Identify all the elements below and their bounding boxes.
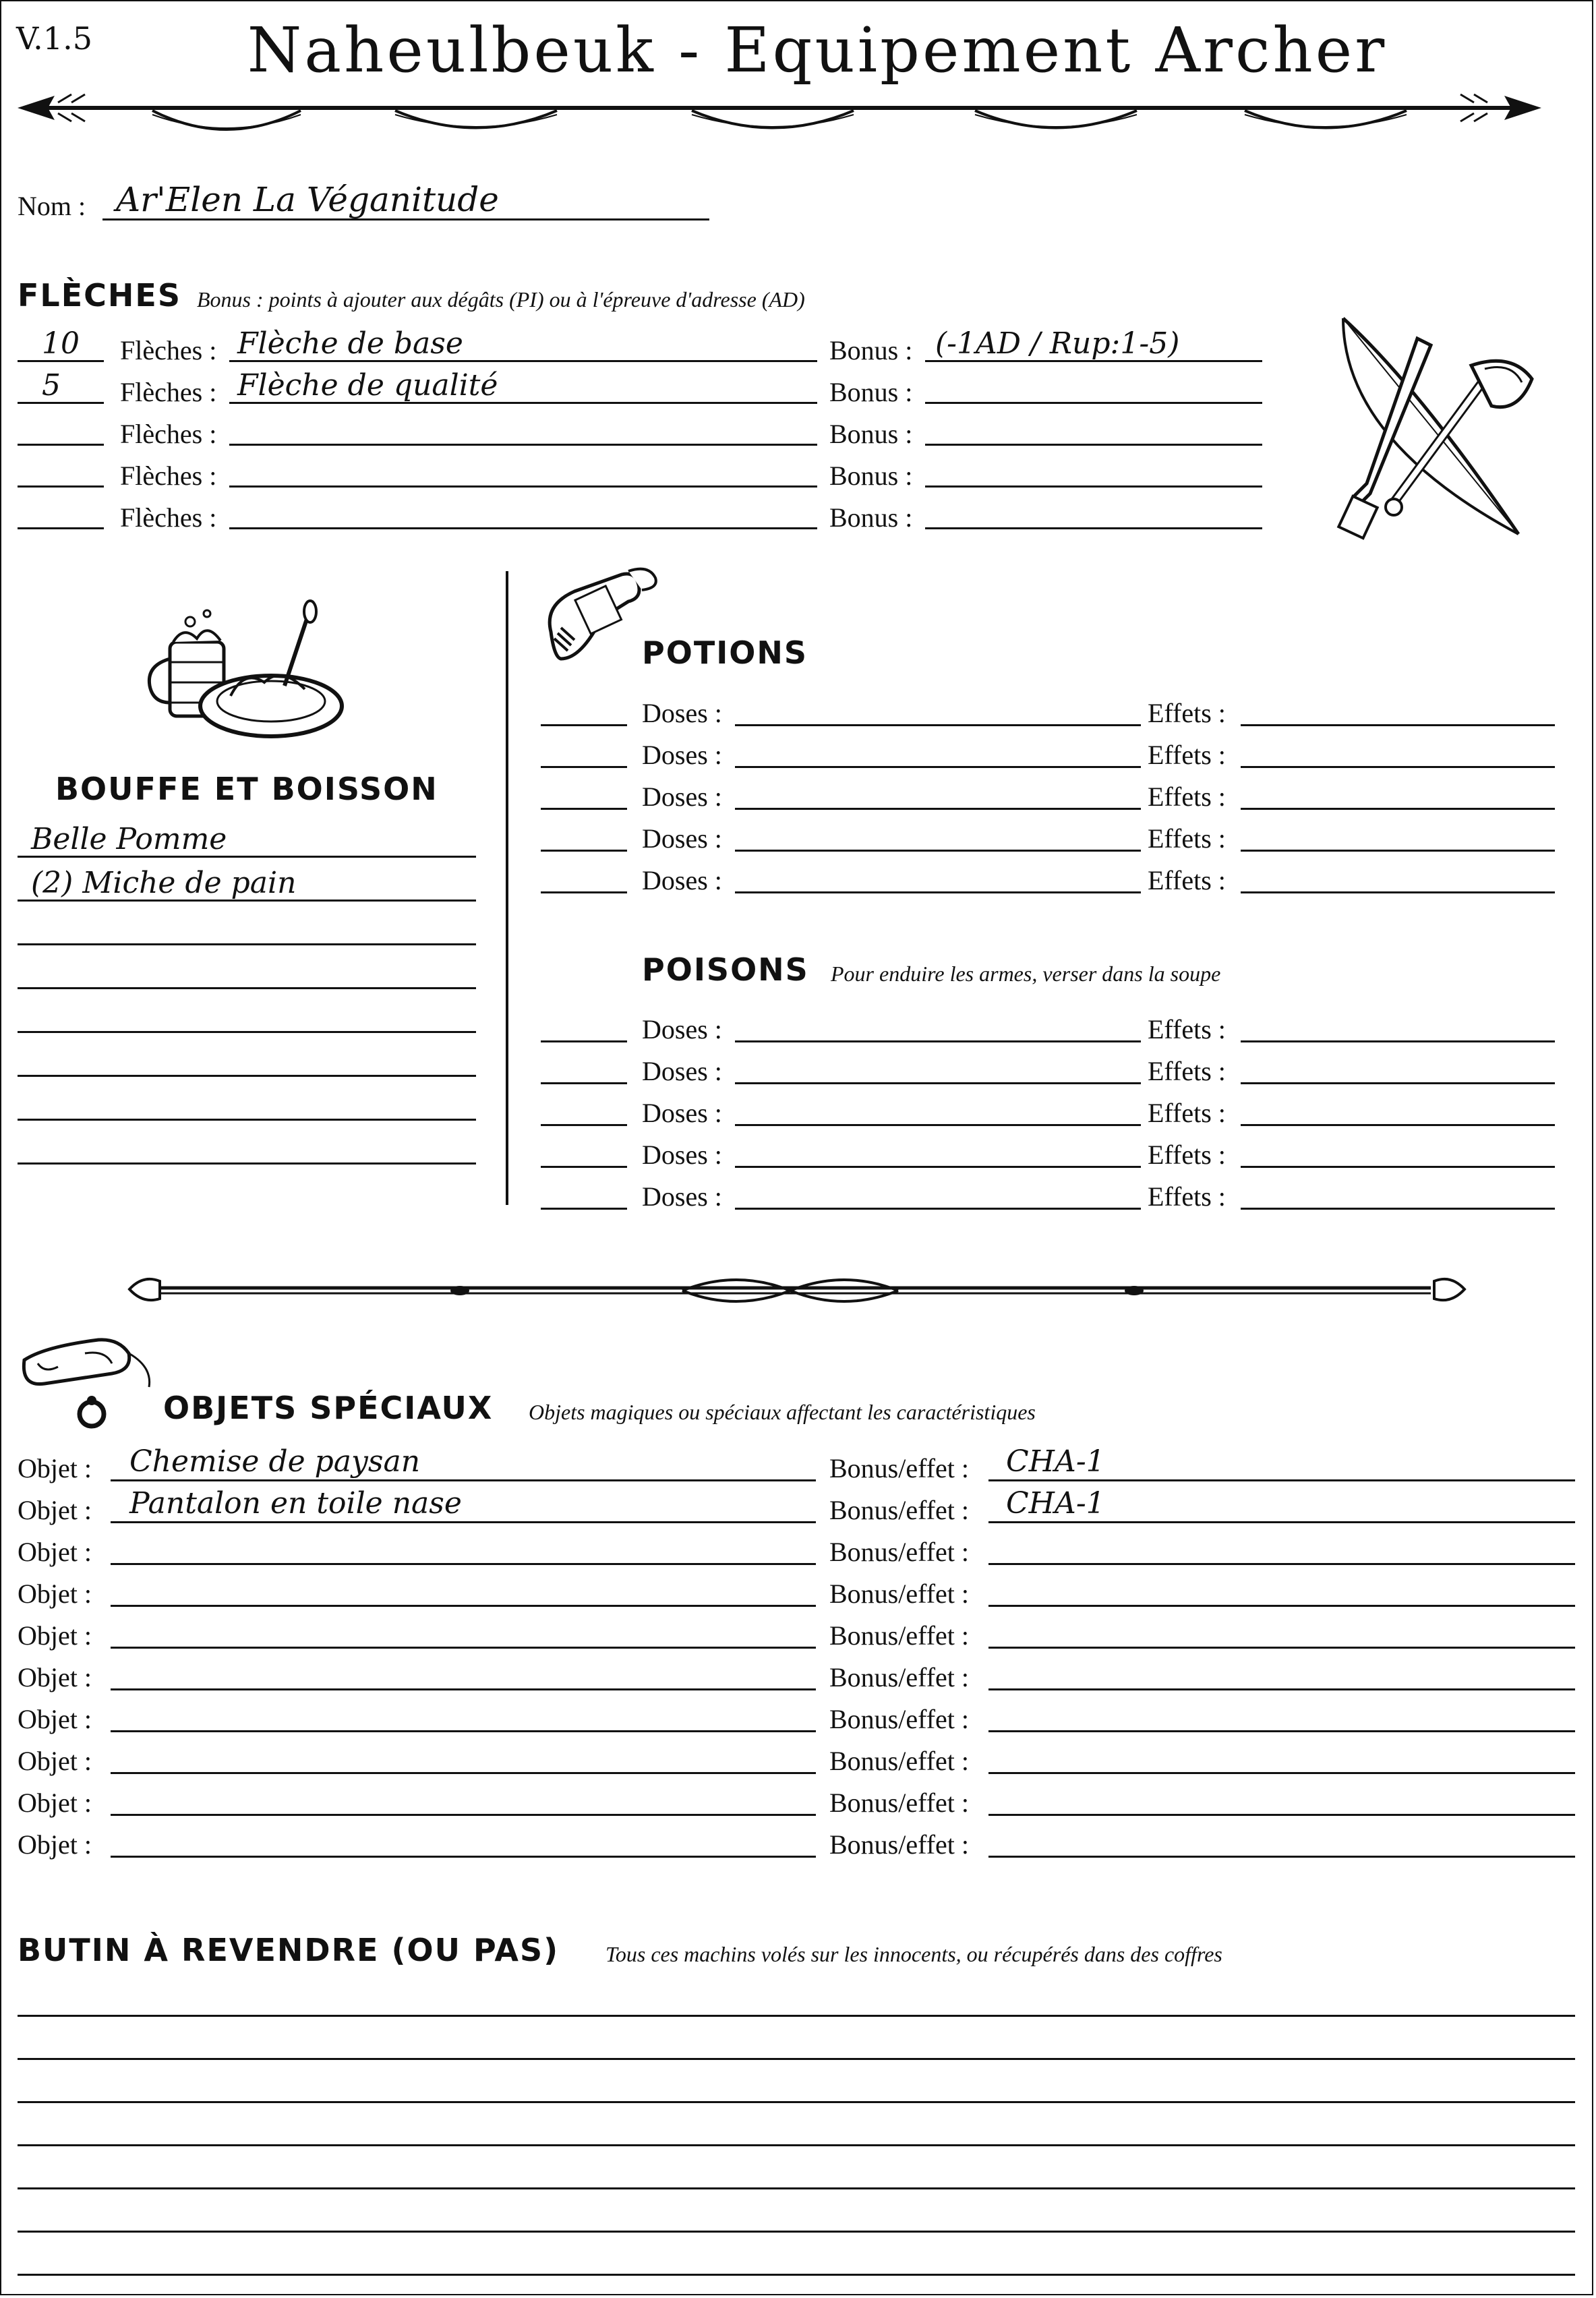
objets-row — [1, 1568, 1596, 1610]
potions-doses-line — [735, 808, 1141, 810]
fleches-bonus-line — [925, 485, 1262, 488]
potions-qty-line — [541, 766, 627, 768]
poisons-doses-line — [735, 1040, 1141, 1042]
poisons-doses-label: Doses : — [642, 1181, 722, 1212]
objet-bonus-line — [988, 1772, 1575, 1774]
potions-qty-line — [541, 724, 627, 726]
fleches-row — [1, 449, 1282, 491]
objet-bonus-label: Bonus/effet : — [829, 1788, 970, 1818]
objet-bonus-field[interactable]: CHA-1 — [1006, 1486, 1105, 1521]
objet-name-line — [111, 1521, 816, 1523]
poisons-effets-line — [1241, 1208, 1555, 1210]
poisons-effets-label: Effets : — [1148, 1140, 1226, 1170]
poisons-row — [1, 1177, 1596, 1218]
potions-row — [1, 777, 1596, 819]
butin-heading: BUTIN À REVENDRE (OU PAS) — [18, 1932, 560, 1968]
butin-line — [18, 2231, 1575, 2233]
poisons-qty-line — [541, 1082, 627, 1084]
objet-bonus-line — [988, 1814, 1575, 1816]
objet-bonus-label: Bonus/effet : — [829, 1829, 970, 1860]
butin-row — [1, 2193, 1596, 2235]
objets-row — [1, 1736, 1596, 1777]
objet-label: Objet : — [18, 1829, 92, 1860]
butin-line — [18, 2144, 1575, 2146]
objet-name-line — [111, 1688, 816, 1690]
potions-effets-label: Effets : — [1148, 782, 1226, 812]
potions-qty-line — [541, 850, 627, 852]
objet-bonus-label: Bonus/effet : — [829, 1662, 970, 1692]
poisons-effets-line — [1241, 1040, 1555, 1042]
potions-doses-label: Doses : — [642, 698, 722, 728]
fleches-name-line — [229, 485, 817, 488]
objet-label: Objet : — [18, 1453, 92, 1483]
potions-row — [1, 819, 1596, 860]
poisons-effets-label: Effets : — [1148, 1014, 1226, 1044]
fleches-label: Flèches : — [120, 461, 217, 491]
fleches-bonus-label: Bonus : — [829, 377, 913, 407]
objet-name-line — [111, 1479, 816, 1481]
fleches-qty-line — [18, 527, 104, 529]
fleches-qty-line — [18, 444, 104, 446]
objet-bonus-label: Bonus/effet : — [829, 1746, 970, 1776]
potions-effets-line — [1241, 766, 1555, 768]
fleches-row — [1, 407, 1282, 449]
butin-line — [18, 2101, 1575, 2103]
butin-row — [1, 2063, 1596, 2105]
poisons-effets-line — [1241, 1124, 1555, 1126]
butin-line — [18, 2187, 1575, 2189]
objet-name-line — [111, 1814, 816, 1816]
potions-effets-line — [1241, 891, 1555, 893]
butin-row — [1, 2106, 1596, 2148]
butin-line — [18, 2058, 1575, 2060]
scroll-and-ring-icon — [18, 1333, 152, 1434]
objets-row — [1, 1610, 1596, 1652]
objet-bonus-label: Bonus/effet : — [829, 1537, 970, 1567]
fleches-name-line — [229, 527, 817, 529]
potions-qty-line — [541, 891, 627, 893]
objet-bonus-line — [988, 1730, 1575, 1732]
poisons-row — [1, 1051, 1596, 1093]
bouffe-item-field[interactable]: Belle Pomme — [31, 822, 227, 856]
objet-name-line — [111, 1772, 816, 1774]
objet-name-line — [111, 1730, 816, 1732]
butin-row — [1, 2236, 1596, 2278]
fleches-bonus-line — [925, 402, 1262, 404]
objets-row — [1, 1819, 1596, 1861]
fleches-name-line — [229, 444, 817, 446]
objet-label: Objet : — [18, 1704, 92, 1734]
objet-name-field[interactable]: Pantalon en toile nase — [129, 1486, 462, 1521]
potions-doses-label: Doses : — [642, 782, 722, 812]
fleches-row — [1, 491, 1282, 533]
fleches-bonus-label: Bonus : — [829, 419, 913, 449]
objet-bonus-line — [988, 1521, 1575, 1523]
fleches-bonus-label: Bonus : — [829, 502, 913, 533]
potions-qty-line — [541, 808, 627, 810]
potions-effets-label: Effets : — [1148, 740, 1226, 770]
potions-effets-line — [1241, 724, 1555, 726]
potions-effets-label: Effets : — [1148, 865, 1226, 895]
objet-label: Objet : — [18, 1495, 92, 1525]
fleches-bonus-label: Bonus : — [829, 461, 913, 491]
objet-label: Objet : — [18, 1537, 92, 1567]
poisons-qty-line — [541, 1208, 627, 1210]
fleches-name-field[interactable]: Flèche de base — [237, 326, 463, 361]
potions-effets-label: Effets : — [1148, 823, 1226, 854]
poisons-row — [1, 1093, 1596, 1135]
objet-bonus-field[interactable]: CHA-1 — [1006, 1444, 1105, 1479]
objets-row — [1, 1527, 1596, 1568]
fleches-heading: FLÈCHES — [18, 277, 181, 314]
butin-row — [1, 2150, 1596, 2191]
butin-row — [1, 1977, 1596, 2019]
name-field[interactable]: Ar'Elen La Véganitude — [116, 180, 499, 219]
poisons-heading: POISONS — [642, 951, 809, 988]
poisons-effets-label: Effets : — [1148, 1181, 1226, 1212]
poisons-qty-line — [541, 1166, 627, 1168]
objets-heading: OBJETS SPÉCIAUX — [163, 1390, 494, 1426]
poisons-doses-line — [735, 1124, 1141, 1126]
poisons-note: Pour enduire les armes, verser dans la soupe — [831, 962, 1221, 986]
objets-list — [1, 1443, 1596, 1875]
objet-label: Objet : — [18, 1788, 92, 1818]
objet-bonus-line — [988, 1688, 1575, 1690]
potions-row — [1, 693, 1596, 735]
poisons-qty-line — [541, 1040, 627, 1042]
objet-name-line — [111, 1605, 816, 1607]
objet-bonus-line — [988, 1647, 1575, 1649]
potions-list — [1, 693, 1596, 909]
objet-name-line — [111, 1647, 816, 1649]
objet-label: Objet : — [18, 1620, 92, 1651]
objet-bonus-label: Bonus/effet : — [829, 1495, 970, 1525]
potions-doses-label: Doses : — [642, 740, 722, 770]
objets-row — [1, 1694, 1596, 1736]
objet-label: Objet : — [18, 1662, 92, 1692]
fleches-bonus-line — [925, 444, 1262, 446]
bouffe-item-field[interactable]: (2) Miche de pain — [31, 866, 297, 900]
objets-row — [1, 1485, 1596, 1527]
name-label: Nom : — [18, 191, 86, 221]
fleches-bonus-label: Bonus : — [829, 335, 913, 365]
fleches-label: Flèches : — [120, 377, 217, 407]
objet-bonus-line — [988, 1605, 1575, 1607]
fleches-qty-field[interactable]: 10 — [42, 326, 80, 361]
poisons-doses-line — [735, 1166, 1141, 1168]
fleches-row — [1, 365, 1282, 407]
objet-bonus-label: Bonus/effet : — [829, 1579, 970, 1609]
poisons-effets-line — [1241, 1166, 1555, 1168]
objets-note: Objets magiques ou spéciaux affectant les caractéristiques — [529, 1400, 1036, 1424]
poisons-list — [1, 1009, 1596, 1225]
fleches-bonus-field[interactable]: (-1AD / Rup:1-5) — [935, 326, 1180, 361]
potions-row — [1, 735, 1596, 777]
objet-name-line — [111, 1856, 816, 1858]
potions-heading: POTIONS — [642, 635, 808, 671]
potions-doses-label: Doses : — [642, 865, 722, 895]
potions-doses-label: Doses : — [642, 823, 722, 854]
fleches-note: Bonus : points à ajouter aux dégâts (PI) ou à l'épreuve d'adresse (AD) — [197, 287, 805, 312]
objet-label: Objet : — [18, 1579, 92, 1609]
objets-row — [1, 1777, 1596, 1819]
potions-doses-line — [735, 766, 1141, 768]
objet-name-field[interactable]: Chemise de paysan — [129, 1444, 421, 1479]
potions-doses-line — [735, 724, 1141, 726]
fleches-bonus-line — [925, 527, 1262, 529]
poisons-doses-line — [735, 1082, 1141, 1084]
poisons-doses-line — [735, 1208, 1141, 1210]
objets-row — [1, 1652, 1596, 1694]
objets-row — [1, 1443, 1596, 1485]
poisons-doses-label: Doses : — [642, 1140, 722, 1170]
objet-label: Objet : — [18, 1746, 92, 1776]
objet-bonus-line — [988, 1856, 1575, 1858]
potions-effets-line — [1241, 850, 1555, 852]
fleches-label: Flèches : — [120, 502, 217, 533]
poisons-doses-label: Doses : — [642, 1014, 722, 1044]
objet-bonus-line — [988, 1479, 1575, 1481]
poisons-effets-label: Effets : — [1148, 1098, 1226, 1128]
fleches-qty-line — [18, 485, 104, 488]
staff-divider-icon — [129, 1269, 1465, 1309]
potions-row — [1, 860, 1596, 902]
potions-doses-line — [735, 891, 1141, 893]
objet-bonus-label: Bonus/effet : — [829, 1704, 970, 1734]
poisons-doses-label: Doses : — [642, 1056, 722, 1086]
fleches-qty-field[interactable]: 5 — [42, 368, 61, 403]
butin-line — [18, 2274, 1575, 2276]
fleches-row — [1, 324, 1282, 365]
objet-bonus-label: Bonus/effet : — [829, 1453, 970, 1483]
poisons-effets-label: Effets : — [1148, 1056, 1226, 1086]
fleches-label: Flèches : — [120, 335, 217, 365]
poisons-row — [1, 1009, 1596, 1051]
butin-row — [1, 2020, 1596, 2062]
potions-effets-label: Effets : — [1148, 698, 1226, 728]
poisons-row — [1, 1135, 1596, 1177]
arrow-divider-icon — [18, 88, 1541, 142]
poisons-qty-line — [541, 1124, 627, 1126]
version-label: V.1.5 — [16, 20, 92, 57]
potions-effets-line — [1241, 808, 1555, 810]
bouffe-heading: BOUFFE ET BOISSON — [55, 771, 438, 807]
crossed-weapons-icon — [1316, 305, 1559, 548]
page-title: Naheulbeuk - Equipement Archer — [247, 14, 1388, 86]
butin-note: Tous ces machins volés sur les innocents, ou récupérés dans des coffres — [605, 1942, 1222, 1966]
poisons-effets-line — [1241, 1082, 1555, 1084]
objet-name-line — [111, 1563, 816, 1565]
butin-line — [18, 2015, 1575, 2017]
potions-doses-line — [735, 850, 1141, 852]
objet-bonus-line — [988, 1563, 1575, 1565]
bouffe-row — [1, 945, 487, 987]
poisons-doses-label: Doses : — [642, 1098, 722, 1128]
objet-bonus-label: Bonus/effet : — [829, 1620, 970, 1651]
fleches-label: Flèches : — [120, 419, 217, 449]
fleches-list — [1, 324, 1282, 539]
fleches-qty-line — [18, 402, 104, 404]
fleches-name-field[interactable]: Flèche de qualité — [237, 368, 498, 403]
butin-list — [1, 1977, 1596, 2294]
